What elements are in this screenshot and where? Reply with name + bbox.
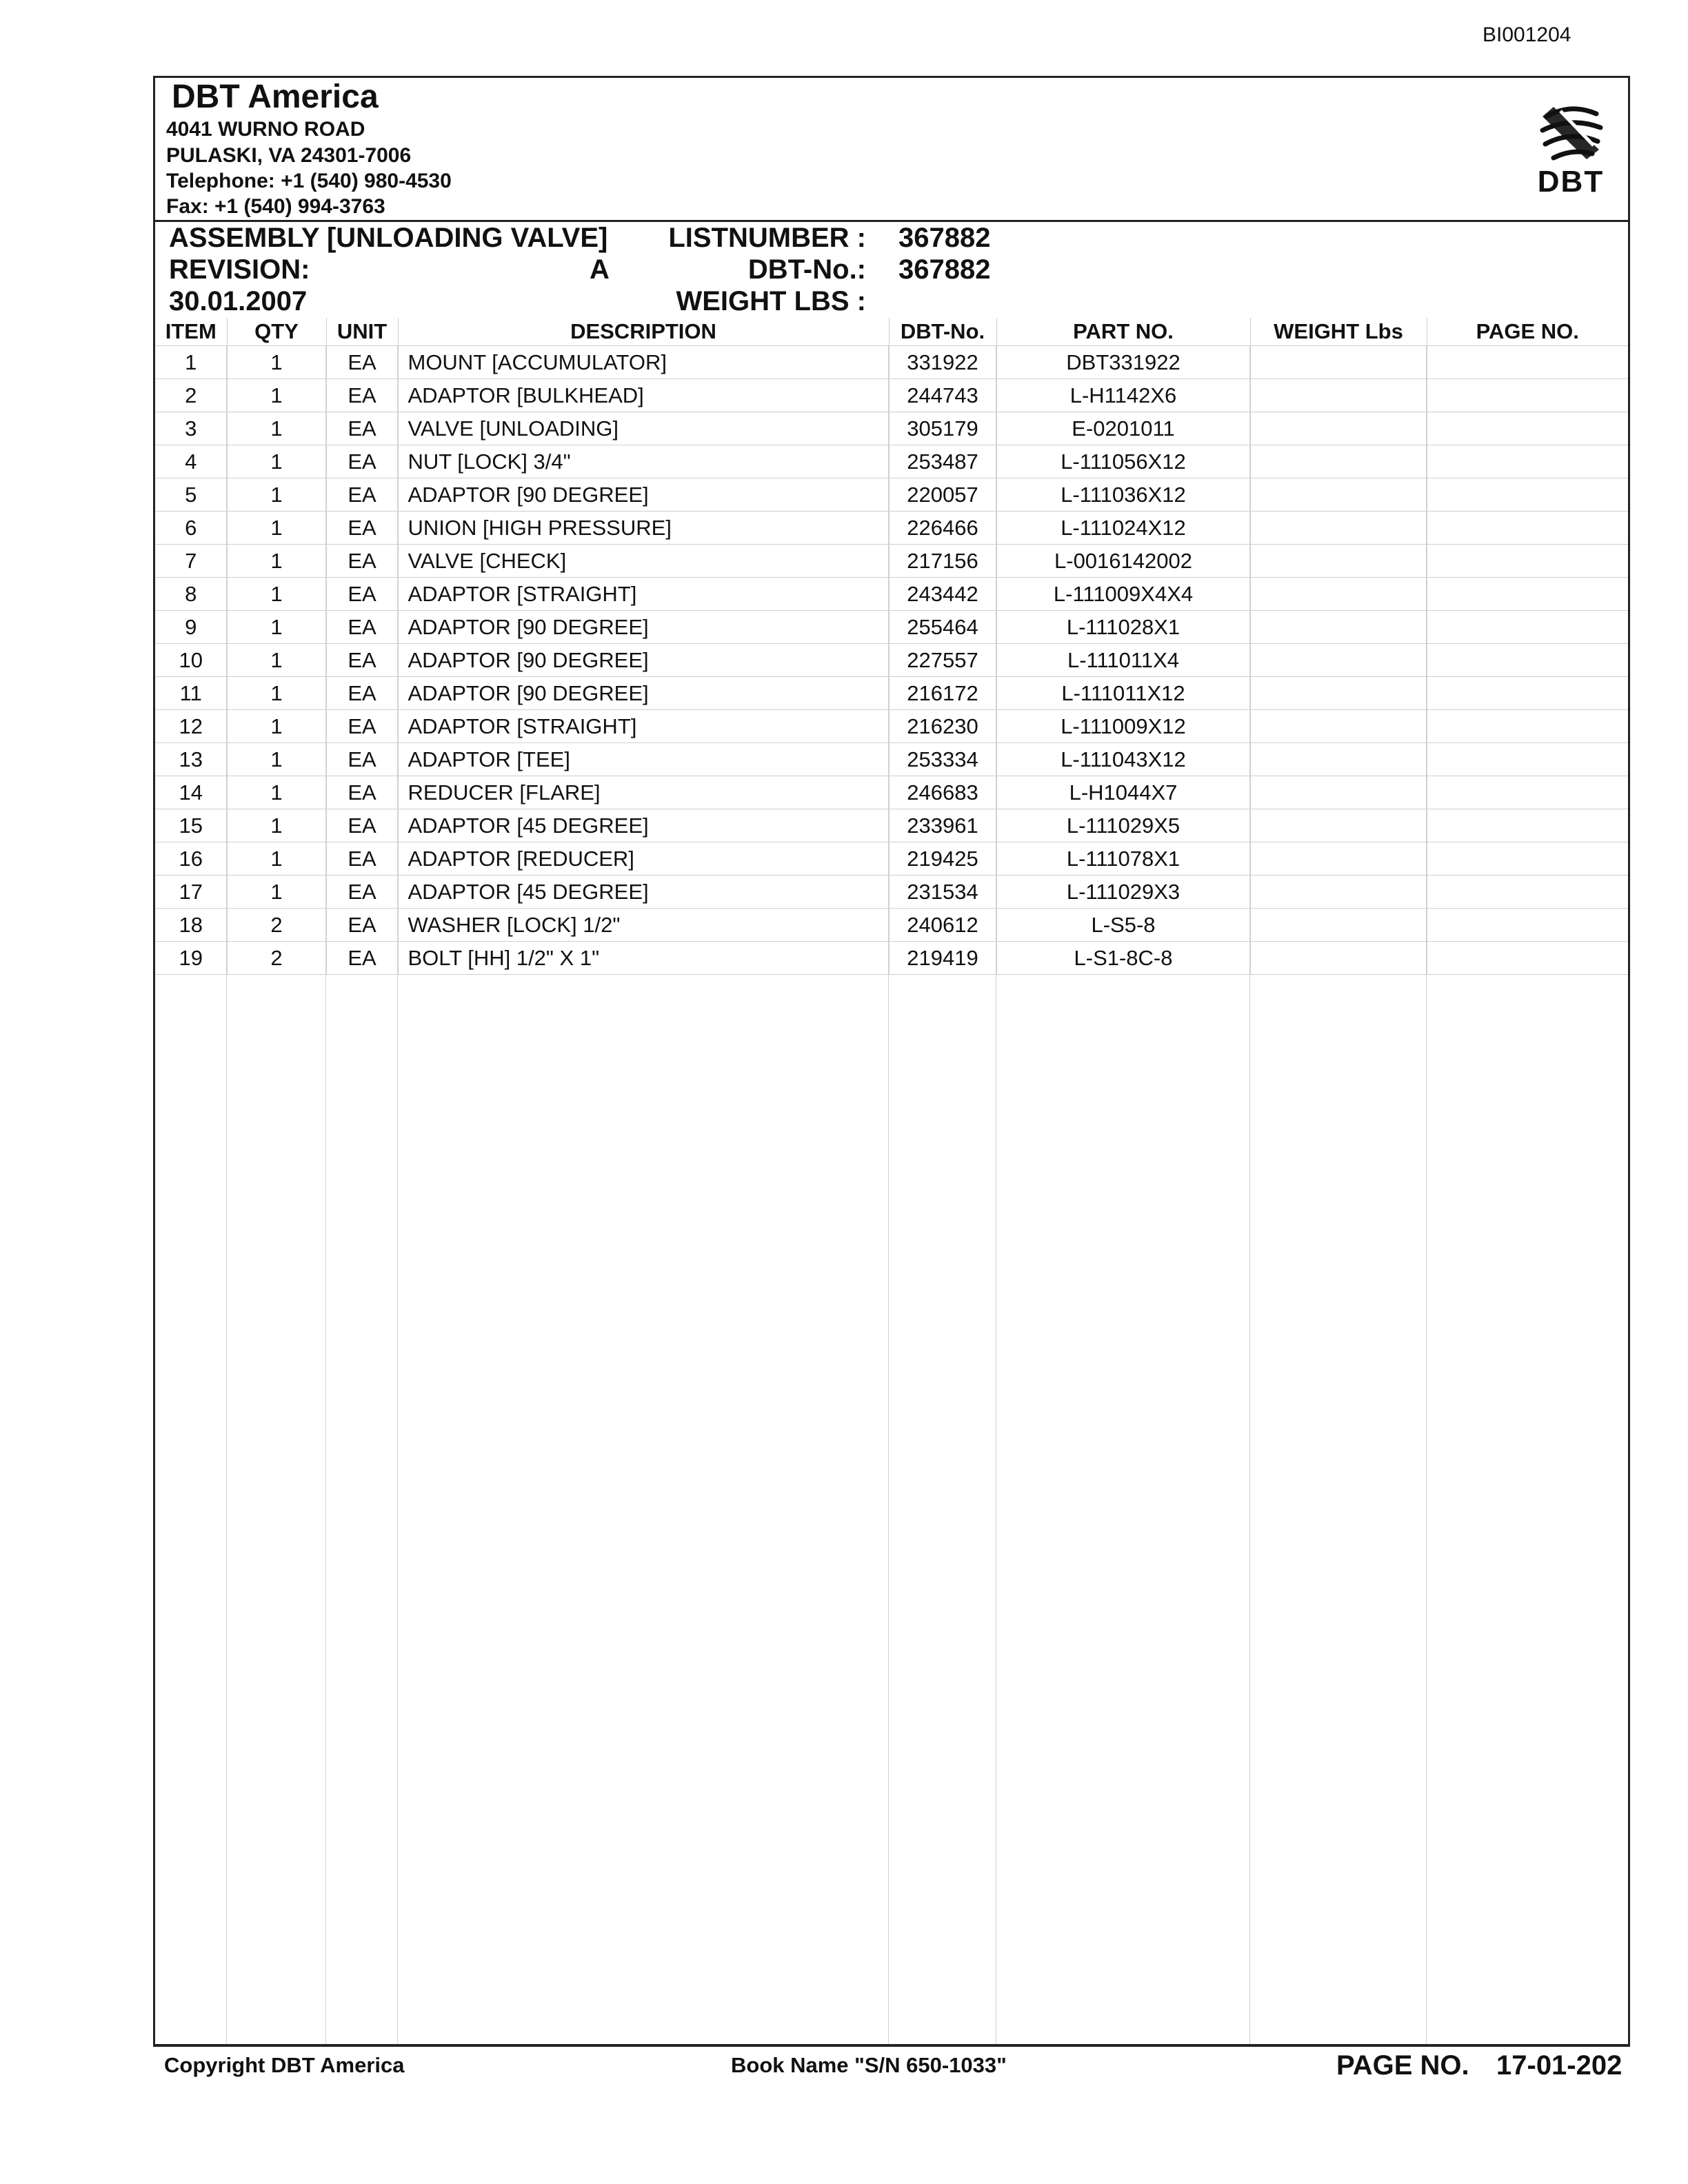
- cell-page-no: [1427, 445, 1628, 478]
- cell-unit: EA: [326, 379, 398, 412]
- cell-qty: 2: [227, 909, 326, 942]
- cell-unit: EA: [326, 611, 398, 644]
- cell-page-no: [1427, 611, 1628, 644]
- cell-qty: 1: [227, 842, 326, 876]
- cell-part-no: L-111043X12: [996, 743, 1250, 776]
- cell-dbt-no: 231534: [889, 876, 996, 909]
- telephone: Telephone: +1 (540) 980-4530: [166, 170, 452, 192]
- cell-weight: [1250, 412, 1427, 445]
- dbt-number-label: DBT-No.:: [747, 254, 866, 285]
- column-divider: [397, 345, 398, 2044]
- cell-dbt-no: 331922: [889, 346, 996, 379]
- table-row: [155, 876, 1628, 909]
- cell-part-no: E-0201011: [996, 412, 1250, 445]
- cell-unit: EA: [326, 412, 398, 445]
- parts-list-frame: [153, 76, 1630, 2046]
- cell-qty: 2: [227, 942, 326, 975]
- cell-unit: EA: [326, 876, 398, 909]
- cell-unit: EA: [326, 644, 398, 677]
- column-divider: [1249, 345, 1250, 2044]
- parts-table: [155, 318, 1628, 975]
- column-header-part-no: PART NO.: [996, 318, 1250, 346]
- logo-text: DBT: [1537, 165, 1605, 199]
- cell-qty: 1: [227, 743, 326, 776]
- page-number-label: PAGE NO.: [1336, 2050, 1469, 2081]
- footer-divider: [153, 2045, 1630, 2047]
- cell-qty: 1: [227, 876, 326, 909]
- cell-description: ADAPTOR [90 DEGREE]: [398, 611, 889, 644]
- cell-dbt-no: 216230: [889, 710, 996, 743]
- cell-item: 6: [155, 512, 227, 545]
- cell-page-no: [1427, 412, 1628, 445]
- cell-description: BOLT [HH] 1/2" X 1": [398, 942, 889, 975]
- cell-qty: 1: [227, 346, 326, 379]
- cell-weight: [1250, 346, 1427, 379]
- address-line-1: 4041 WURNO ROAD: [166, 118, 365, 141]
- cell-page-no: [1427, 776, 1628, 809]
- cell-description: ADAPTOR [45 DEGREE]: [398, 876, 889, 909]
- cell-part-no: L-111029X3: [996, 876, 1250, 909]
- cell-part-no: L-0016142002: [996, 545, 1250, 578]
- column-divider: [888, 345, 889, 2044]
- cell-part-no: L-111078X1: [996, 842, 1250, 876]
- cell-description: ADAPTOR [STRAIGHT]: [398, 710, 889, 743]
- cell-dbt-no: 219425: [889, 842, 996, 876]
- cell-dbt-no: 226466: [889, 512, 996, 545]
- table-row: [155, 478, 1628, 512]
- cell-page-no: [1427, 578, 1628, 611]
- table-row: [155, 445, 1628, 478]
- table-row: [155, 611, 1628, 644]
- cell-part-no: L-111029X5: [996, 809, 1250, 842]
- cell-dbt-no: 233961: [889, 809, 996, 842]
- cell-part-no: L-111011X12: [996, 677, 1250, 710]
- page-number-value: 17-01-202: [1496, 2050, 1622, 2081]
- cell-weight: [1250, 710, 1427, 743]
- cell-item: 16: [155, 842, 227, 876]
- cell-part-no: L-H1142X6: [996, 379, 1250, 412]
- cell-item: 4: [155, 445, 227, 478]
- table-row: [155, 942, 1628, 975]
- cell-qty: 1: [227, 412, 326, 445]
- cell-dbt-no: 243442: [889, 578, 996, 611]
- cell-qty: 1: [227, 710, 326, 743]
- cell-page-no: [1427, 512, 1628, 545]
- cell-page-no: [1427, 942, 1628, 975]
- cell-weight: [1250, 578, 1427, 611]
- cell-unit: EA: [326, 445, 398, 478]
- cell-weight: [1250, 942, 1427, 975]
- cell-weight: [1250, 478, 1427, 512]
- cell-weight: [1250, 809, 1427, 842]
- table-row: [155, 644, 1628, 677]
- table-row: [155, 842, 1628, 876]
- table-row: [155, 412, 1628, 445]
- cell-description: ADAPTOR [90 DEGREE]: [398, 644, 889, 677]
- revision-value: A: [590, 254, 610, 285]
- cell-unit: EA: [326, 809, 398, 842]
- cell-page-no: [1427, 909, 1628, 942]
- column-divider: [325, 345, 326, 2044]
- table-row: [155, 512, 1628, 545]
- cell-item: 9: [155, 611, 227, 644]
- table-row: [155, 776, 1628, 809]
- cell-page-no: [1427, 743, 1628, 776]
- cell-unit: EA: [326, 942, 398, 975]
- company-name: DBT America: [172, 79, 379, 115]
- cell-item: 14: [155, 776, 227, 809]
- column-header-description: DESCRIPTION: [398, 318, 889, 346]
- book-name: Book Name "S/N 650-1033": [731, 2053, 1007, 2077]
- fax: Fax: +1 (540) 994-3763: [166, 195, 385, 218]
- listnumber-value: 367882: [898, 223, 991, 253]
- weight-label: WEIGHT LBS :: [676, 286, 866, 316]
- cell-dbt-no: 227557: [889, 644, 996, 677]
- cell-part-no: L-S5-8: [996, 909, 1250, 942]
- cell-page-no: [1427, 710, 1628, 743]
- cell-item: 12: [155, 710, 227, 743]
- cell-qty: 1: [227, 677, 326, 710]
- cell-description: VALVE [UNLOADING]: [398, 412, 889, 445]
- cell-unit: EA: [326, 578, 398, 611]
- cell-qty: 1: [227, 512, 326, 545]
- table-row: [155, 809, 1628, 842]
- column-header-qty: QTY: [227, 318, 326, 346]
- cell-description: WASHER [LOCK] 1/2": [398, 909, 889, 942]
- cell-dbt-no: 246683: [889, 776, 996, 809]
- table-row: [155, 545, 1628, 578]
- cell-unit: EA: [326, 545, 398, 578]
- cell-unit: EA: [326, 478, 398, 512]
- cell-description: ADAPTOR [STRAIGHT]: [398, 578, 889, 611]
- cell-dbt-no: 219419: [889, 942, 996, 975]
- cell-page-no: [1427, 677, 1628, 710]
- dbt-number-value: 367882: [898, 254, 991, 285]
- cell-dbt-no: 217156: [889, 545, 996, 578]
- cell-unit: EA: [326, 710, 398, 743]
- cell-part-no: L-S1-8C-8: [996, 942, 1250, 975]
- cell-part-no: L-111009X12: [996, 710, 1250, 743]
- cell-weight: [1250, 512, 1427, 545]
- cell-weight: [1250, 876, 1427, 909]
- document-id: BI001204: [1483, 23, 1571, 46]
- cell-qty: 1: [227, 379, 326, 412]
- cell-part-no: L-111009X4X4: [996, 578, 1250, 611]
- dbt-emblem-icon: [1533, 96, 1609, 165]
- table-row: [155, 379, 1628, 412]
- cell-qty: 1: [227, 445, 326, 478]
- column-header-dbt-no: DBT-No.: [889, 318, 996, 346]
- cell-part-no: L-H1044X7: [996, 776, 1250, 809]
- header-divider: [155, 220, 1628, 222]
- cell-part-no: L-111011X4: [996, 644, 1250, 677]
- document-date: 30.01.2007: [169, 286, 308, 316]
- table-row: [155, 909, 1628, 942]
- cell-part-no: DBT331922: [996, 346, 1250, 379]
- cell-description: MOUNT [ACCUMULATOR]: [398, 346, 889, 379]
- table-header-row: [155, 318, 1628, 346]
- cell-description: UNION [HIGH PRESSURE]: [398, 512, 889, 545]
- cell-weight: [1250, 445, 1427, 478]
- table-row: [155, 346, 1628, 379]
- cell-description: ADAPTOR [90 DEGREE]: [398, 677, 889, 710]
- cell-qty: 1: [227, 776, 326, 809]
- cell-dbt-no: 253334: [889, 743, 996, 776]
- cell-item: 18: [155, 909, 227, 942]
- assembly-title: ASSEMBLY [UNLOADING VALVE]: [169, 223, 608, 253]
- cell-page-no: [1427, 478, 1628, 512]
- cell-weight: [1250, 743, 1427, 776]
- cell-unit: EA: [326, 776, 398, 809]
- cell-dbt-no: 255464: [889, 611, 996, 644]
- cell-item: 7: [155, 545, 227, 578]
- table-row: [155, 743, 1628, 776]
- cell-qty: 1: [227, 578, 326, 611]
- cell-item: 10: [155, 644, 227, 677]
- column-header-page-no: PAGE NO.: [1427, 318, 1628, 346]
- cell-unit: EA: [326, 346, 398, 379]
- cell-item: 8: [155, 578, 227, 611]
- column-divider: [226, 345, 227, 2044]
- cell-unit: EA: [326, 512, 398, 545]
- cell-page-no: [1427, 346, 1628, 379]
- cell-weight: [1250, 677, 1427, 710]
- table-row: [155, 578, 1628, 611]
- cell-item: 17: [155, 876, 227, 909]
- cell-weight: [1250, 909, 1427, 942]
- cell-description: ADAPTOR [90 DEGREE]: [398, 478, 889, 512]
- cell-part-no: L-111028X1: [996, 611, 1250, 644]
- cell-description: ADAPTOR [TEE]: [398, 743, 889, 776]
- cell-unit: EA: [326, 842, 398, 876]
- column-divider: [1426, 345, 1427, 2044]
- cell-qty: 1: [227, 809, 326, 842]
- copyright: Copyright DBT America: [164, 2053, 405, 2077]
- cell-weight: [1250, 545, 1427, 578]
- cell-weight: [1250, 644, 1427, 677]
- cell-qty: 1: [227, 545, 326, 578]
- column-header-weight: WEIGHT Lbs: [1250, 318, 1427, 346]
- cell-page-no: [1427, 379, 1628, 412]
- cell-description: ADAPTOR [REDUCER]: [398, 842, 889, 876]
- cell-part-no: L-111036X12: [996, 478, 1250, 512]
- cell-item: 3: [155, 412, 227, 445]
- cell-dbt-no: 244743: [889, 379, 996, 412]
- address-line-2: PULASKI, VA 24301-7006: [166, 144, 412, 167]
- cell-description: REDUCER [FLARE]: [398, 776, 889, 809]
- parts-table-body: [155, 346, 1628, 975]
- listnumber-label: LISTNUMBER :: [668, 223, 866, 253]
- cell-qty: 1: [227, 478, 326, 512]
- cell-dbt-no: 216172: [889, 677, 996, 710]
- cell-weight: [1250, 842, 1427, 876]
- cell-item: 2: [155, 379, 227, 412]
- cell-unit: EA: [326, 909, 398, 942]
- cell-part-no: L-111024X12: [996, 512, 1250, 545]
- cell-dbt-no: 220057: [889, 478, 996, 512]
- cell-weight: [1250, 776, 1427, 809]
- revision-label: REVISION:: [169, 254, 310, 285]
- cell-description: NUT [LOCK] 3/4": [398, 445, 889, 478]
- cell-qty: 1: [227, 611, 326, 644]
- column-header-unit: UNIT: [326, 318, 398, 346]
- cell-item: 19: [155, 942, 227, 975]
- cell-qty: 1: [227, 644, 326, 677]
- cell-page-no: [1427, 876, 1628, 909]
- dbt-logo: [1533, 96, 1609, 199]
- cell-unit: EA: [326, 743, 398, 776]
- cell-item: 13: [155, 743, 227, 776]
- table-row: [155, 677, 1628, 710]
- cell-item: 1: [155, 346, 227, 379]
- cell-item: 11: [155, 677, 227, 710]
- cell-item: 5: [155, 478, 227, 512]
- cell-page-no: [1427, 842, 1628, 876]
- cell-weight: [1250, 611, 1427, 644]
- cell-dbt-no: 253487: [889, 445, 996, 478]
- cell-part-no: L-111056X12: [996, 445, 1250, 478]
- cell-page-no: [1427, 644, 1628, 677]
- cell-page-no: [1427, 545, 1628, 578]
- cell-description: ADAPTOR [BULKHEAD]: [398, 379, 889, 412]
- cell-unit: EA: [326, 677, 398, 710]
- cell-page-no: [1427, 809, 1628, 842]
- cell-item: 15: [155, 809, 227, 842]
- cell-dbt-no: 240612: [889, 909, 996, 942]
- cell-dbt-no: 305179: [889, 412, 996, 445]
- cell-weight: [1250, 379, 1427, 412]
- table-row: [155, 710, 1628, 743]
- column-header-item: ITEM: [155, 318, 227, 346]
- cell-description: VALVE [CHECK]: [398, 545, 889, 578]
- cell-description: ADAPTOR [45 DEGREE]: [398, 809, 889, 842]
